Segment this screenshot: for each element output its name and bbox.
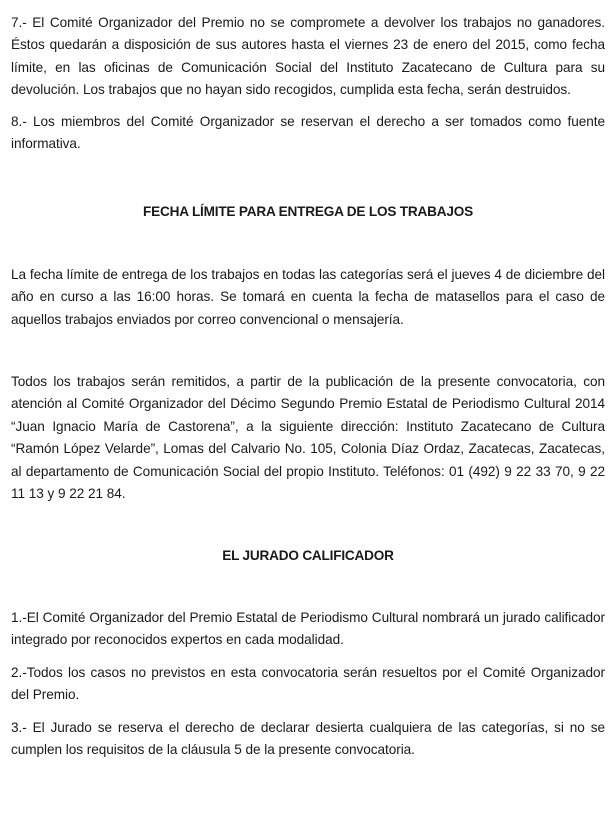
clause-7-paragraph: 7.- El Comité Organizador del Premio no se compromete a devolver los trabajos no ganadores. Éstos quedarán a disposición de sus autores hasta el viernes 23 de enero del 2015, como fecha límite, en las oficinas de Comunicación Social del Instituto Zacatecano de Cultura para su devolución. Los trabajos que no hayan sido recogidos, cumplida esta fecha, serán destruidos. <box>11 15 605 98</box>
clause-8-paragraph: 8.- Los miembros del Comité Organizador se reservan el derecho a ser tomados como fuente informativa. <box>11 113 605 152</box>
deadline-section-heading: FECHA LÍMITE PARA ENTREGA DE LOS TRABAJOS <box>143 204 473 220</box>
submission-address-paragraph: Todos los trabajos serán remitidos, a partir de la publicación de la presente convocatoria, con atención al Comité Organizador del Décimo Segundo Premio Estatal de Periodismo Cultural 2014 “Juan Ignacio María de Castorena”, a la siguiente dirección: Instituto Zacatecano de Cultura “Ramón López Velarde”, Lomas del Calvario No. 105, Colonia Díaz Ordaz, Zacatecas, Zacatecas, al departamento de Comunicación Social del propio Instituto. Teléfonos: 01 (492) 9 22 33 70, 9 22 11 13 y 9 22 21 84. <box>11 374 605 502</box>
deadline-paragraph: La fecha límite de entrega de los trabajos en todas las categorías será el jueves 4 de diciembre del año en curso a las 16:00 horas. Se tomará en cuenta la fecha de matasellos para el caso de aquellos trabajos enviados por correo convencional o mensajería. <box>11 266 605 327</box>
jury-clause-2-paragraph: 2.-Todos los casos no previstos en esta convocatoria serán resueltos por el Comité Organizador del Premio. <box>11 664 605 703</box>
jury-clause-1-paragraph: 1.-El Comité Organizador del Premio Estatal de Periodismo Cultural nombrará un jurado calificador integrado por reconocidos expertos en cada modalidad. <box>11 609 605 648</box>
jury-section-heading: EL JURADO CALIFICADOR <box>222 547 394 563</box>
jury-clause-3-paragraph: 3.- El Jurado se reserva el derecho de declarar desierta cualquiera de las categorías, si no se cumplen los requisitos de la cláusula 5 de la presente convocatoria. <box>11 719 605 757</box>
